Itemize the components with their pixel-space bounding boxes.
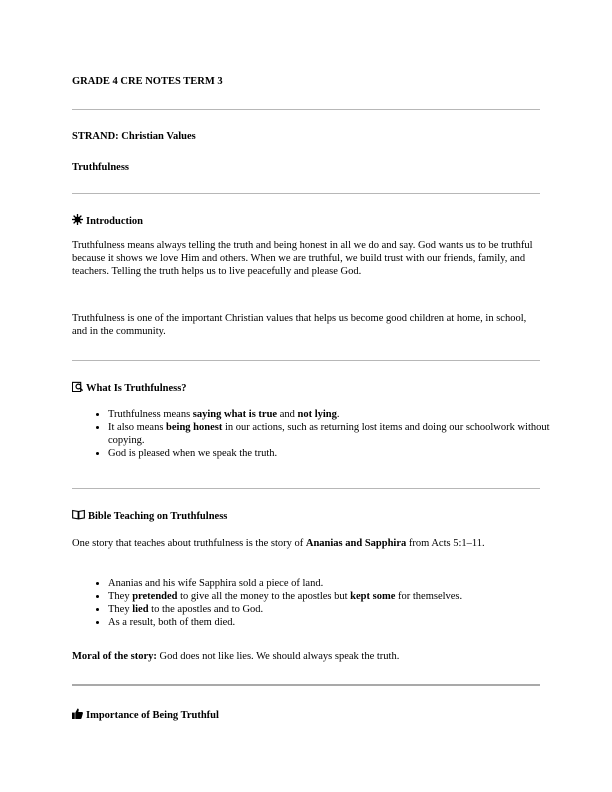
- topic-heading: Truthfulness: [72, 162, 129, 173]
- thumbs-up-icon: [72, 708, 83, 719]
- what-is-list: [72, 408, 570, 461]
- list-item: • It also means being honest in our actions, such as returning lost items and doing our schoolwork without copying.: [108, 421, 570, 447]
- divider: [72, 360, 540, 361]
- list-item: • As a result, both of them died.: [108, 616, 570, 629]
- bible-teaching-heading: [72, 509, 542, 523]
- bible-story-list: [72, 577, 570, 630]
- list-item: • They pretended to give all the money to the apostles but kept some for themselves.: [108, 590, 570, 603]
- introduction-paragraph-2: Truthfulness is one of the important Christian values that helps us become good children at home, in school, and in the community.: [72, 313, 527, 338]
- divider: [72, 684, 540, 686]
- importance-heading: [72, 708, 542, 722]
- bible-teaching-paragraph: One story that teaches about truthfulness is the story of Ananias and Sapphira from Acts 5:1–11.: [72, 538, 485, 549]
- introduction-heading: [72, 214, 542, 228]
- introduction-heading-text: Introduction: [86, 216, 143, 227]
- introduction-paragraph-1: Truthfulness means always telling the truth and being honest in all we do and say. God wants us to be truthful because it shows we love Him and others. When we are truthful, we build trust with our friends, family, and teachers. Telling the truth helps us to live peacefully and please God.: [72, 240, 533, 278]
- sparkle-icon: [72, 214, 83, 225]
- divider: [72, 488, 540, 489]
- search-icon: [72, 381, 83, 392]
- divider: [72, 193, 540, 194]
- divider: [72, 109, 540, 110]
- list-item: • They lied to the apostles and to God.: [108, 603, 570, 616]
- importance-heading-text: Importance of Being Truthful: [86, 710, 219, 721]
- list-item: • Truthfulness means saying what is true and not lying.: [108, 408, 570, 421]
- list-item: • God is pleased when we speak the truth.: [108, 447, 570, 460]
- what-is-heading: [72, 381, 542, 395]
- moral-of-story: Moral of the story: God does not like lies. We should always speak the truth.: [72, 651, 400, 662]
- list-item: • Ananias and his wife Sapphira sold a piece of land.: [108, 577, 570, 590]
- document-title: GRADE 4 CRE NOTES TERM 3: [72, 76, 223, 87]
- what-is-heading-text: What Is Truthfulness?: [86, 383, 187, 394]
- bible-teaching-heading-text: Bible Teaching on Truthfulness: [88, 511, 228, 522]
- strand-heading: STRAND: Christian Values: [72, 131, 196, 142]
- open-book-icon: [72, 509, 85, 520]
